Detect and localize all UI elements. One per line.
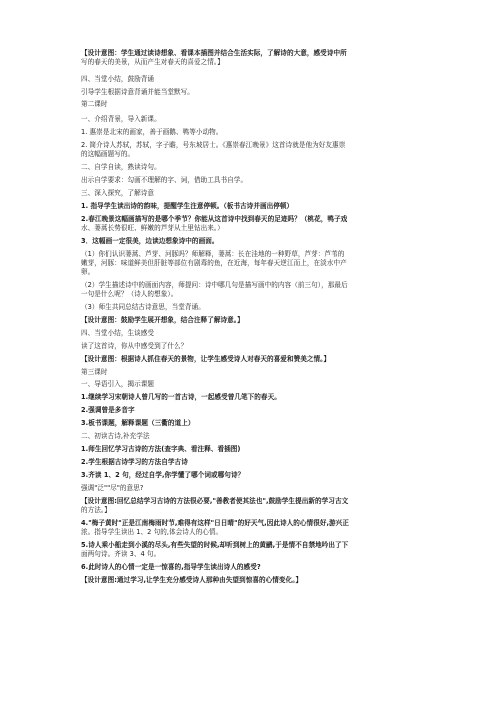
text-line: 的方法。】 [81, 506, 111, 514]
text-line: 三、深入探究，了解诗意 [81, 189, 155, 197]
text-line: 3.齐读 1、2 句，经过自学,你学懂了哪个词或哪句诗？ [81, 471, 245, 479]
text-line: 第三课时 [81, 368, 108, 376]
text-line: 2.强调曾是多音字 [81, 406, 135, 414]
text-line: 二、自学自读，熟读诗句。 [81, 163, 161, 171]
text-line: 4."梅子黄时"正是江南梅雨时节,难得有这样"日日晴"的好天气,因此诗人的心情很好,游兴正 [81, 519, 349, 527]
text-line: 6.此时诗人的心情一定是一惊喜的,指导学生读出诗人的感受? [81, 563, 261, 571]
text-line: 引导学生根据诗意背诵并能当堂默写。 [81, 88, 194, 96]
text-line: 一、介绍背景，导入新课。 [81, 115, 161, 123]
text-line: 【设计意图：鼓励学生展开想象，结合注释了解诗意。】 [81, 316, 244, 324]
text-line: 浓。指导学生读出 1、2 句的,体会诗人的心情。 [81, 528, 223, 536]
text-line: 1. 惠崇是北宋的画家，善于画鹅、鸭等小动物。 [81, 128, 223, 136]
text-line: 3.板书课题，解释课题（三衢的道上） [81, 419, 195, 427]
text-line: 【设计意图：学生通过读诗想象、看课本插图并结合生活实际，了解诗的大意，感受诗中所 [81, 49, 347, 57]
text-line: 1.继续学习宋朝诗人曾几写的一首古诗，一起感受曾几笔下的春天。 [81, 393, 281, 401]
text-line: 5.诗人乘小船走到小溪的尽头,有些失望的时候,却听到树上的黄鹂,于是情不自禁地吟出了下 [81, 541, 349, 549]
text-line: 读了这首诗，你从中感受到了什么？ [81, 342, 188, 350]
text-line: 面两句诗。齐读 3、4 句。 [81, 550, 161, 558]
text-line: 嫩芽，河豚：味道鲜美但肝脏等部位有剧毒的鱼，在近海，每年春天逆江而上，在淡水中产 [81, 259, 347, 267]
text-line: 二、初读古诗,补充学法 [81, 432, 150, 440]
text-line: （2）学生描述诗中的画面内容，师提问：诗中哪几句是描写画中的内容（前三句），那最后 [81, 281, 348, 289]
text-line: （1）你们认识蒌蒿、芦芽、河豚吗？师解释，蒌蒿：长在洼地的一种野草，芦芽：芦苇的 [81, 250, 345, 258]
text-line: 【设计意图:回忆总结学习古诗的方法很必要,"善教者使其法也",鼓励学生提出新的学习古文 [81, 497, 349, 505]
text-line: 2. 简介诗人苏轼，苏轼，字子瞻，号东坡居士。《惠崇春江晚景》这首诗就是他为好友惠崇 [81, 141, 346, 149]
text-line: 一句是什么呢？（诗人的想象）。 [81, 290, 178, 298]
text-line: 卵。 [81, 268, 95, 276]
text-line: 四、当堂小结，生谈感受 [81, 329, 155, 337]
text-line: 强调"泛""尽"的意思? [81, 484, 144, 492]
text-line: 【设计意图:通过学习,让学生充分感受诗人那种由失望到惊喜的心情变化。】 [81, 576, 303, 584]
text-line: 1.师生回忆学习古诗的方法(查字典、看注释、看插图) [81, 445, 241, 453]
text-line: 2.学生根据古诗学习的方法自学古诗 [81, 458, 188, 466]
text-line: 1. 指导学生读出诗的韵味，提醒学生注意停顿。（板书古诗并画出停顿） [81, 202, 294, 210]
text-line: 水、蒌蒿长势很旺、鲜嫩的芦芽从土里钻出来。） [81, 224, 224, 232]
text-line: 的这幅画题写的。 [81, 150, 135, 158]
text-line: 2.春江晚景这幅画描写的是哪个季节？你能从这首诗中找到春天的足迹吗？（桃花，鸭子戏 [81, 215, 348, 223]
text-line: 四、当堂小结，鼓励背诵 [81, 75, 155, 83]
text-line: 【设计意图：根据诗人抓住春天的景物，让学生感受诗人对春天的喜爱和赞美之情。】 [81, 355, 331, 363]
text-line: 第二课时 [81, 100, 108, 108]
text-line: 3．这幅画一定很美，边读边想象诗中的画面。 [81, 237, 219, 245]
text-line: 写的春天的美景，从而产生对春天的喜爱之情。】 [81, 58, 224, 66]
text-line: 出示自学要求：勾画不理解的字、词，借助工具书自学。 [81, 176, 248, 184]
text-line: 一、导语引入，揭示课题 [81, 380, 155, 388]
text-line: （3）师生共同总结古诗意思，当堂背诵。 [81, 303, 205, 311]
